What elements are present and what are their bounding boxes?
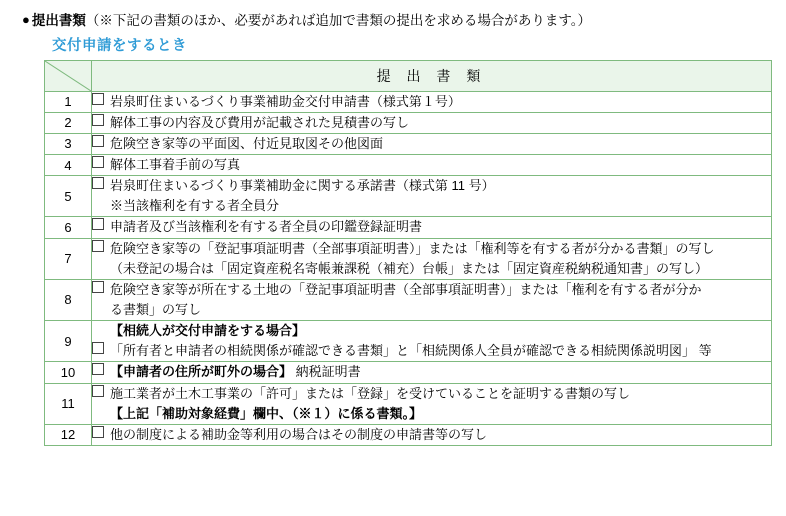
row-document-cell — [92, 362, 772, 383]
bullet-icon: ● — [22, 12, 30, 27]
table-row — [45, 176, 772, 217]
document-line — [92, 92, 771, 112]
document-line — [92, 321, 771, 341]
row-document-cell — [92, 238, 772, 279]
row-number: 4 — [45, 154, 92, 175]
row-number: 5 — [45, 176, 92, 217]
checkbox-icon[interactable] — [92, 177, 104, 189]
row-document-cell — [92, 279, 772, 320]
document-line-text: 岩泉町住まいるづくり事業補助金交付申請書（様式第１号） — [110, 93, 461, 109]
table-header-row — [45, 60, 772, 91]
document-line — [92, 425, 771, 445]
table-row — [45, 279, 772, 320]
row-number: 8 — [45, 279, 92, 320]
document-line — [92, 113, 771, 133]
row-number: 2 — [45, 112, 92, 133]
document-line-text: ※当該権利を有する者全員分 — [110, 198, 280, 214]
table-row — [45, 112, 772, 133]
table-row — [45, 238, 772, 279]
document-line-text: 施工業者が土木工事業の「許可」または「登録」を受けていることを証明する書類の写し — [110, 385, 631, 401]
document-line — [92, 280, 771, 300]
table-row — [45, 383, 772, 424]
document-line-text: 他の制度による補助金等利用の場合はその制度の申請書等の写し — [110, 426, 488, 442]
checkbox-icon[interactable] — [92, 363, 104, 375]
row-number: 7 — [45, 238, 92, 279]
document-line-text: 【上記「補助対象経費」欄中、（※１）に係る書類。】 — [110, 405, 423, 421]
document-line-text: 岩泉町住まいるづくり事業補助金に関する承諾書（様式第 11 号） — [110, 178, 495, 194]
row-document-cell — [92, 133, 772, 154]
submission-documents-table — [44, 60, 772, 446]
row-number: 12 — [45, 424, 92, 445]
table-row — [45, 321, 772, 362]
header-corner-cell — [45, 60, 92, 91]
checkbox-icon[interactable] — [92, 93, 104, 105]
checkbox-icon[interactable] — [92, 218, 104, 230]
checkbox-icon[interactable] — [92, 240, 104, 252]
heading-main-text: 提出書類 — [31, 13, 86, 28]
checkbox-icon[interactable] — [92, 156, 104, 168]
page-heading — [22, 12, 772, 30]
row-number: 6 — [45, 217, 92, 238]
table-row — [45, 154, 772, 175]
header-document-label: 提 出 書 類 — [92, 60, 772, 91]
heading-note-text: （※下記の書類のほか、必要があれば追加で書類の提出を求める場合があります。） — [85, 13, 592, 28]
row-number: 1 — [45, 91, 92, 112]
document-line-text: る書類」の写し — [110, 301, 202, 317]
document-line-text: （未登記の場合は「固定資産税名寄帳兼課税（補充）台帳」または「固定資産税納税通知書」の写し） — [110, 260, 709, 276]
document-line-text: 【申請者の住所が町外の場合】 納税証明書 — [110, 364, 361, 380]
row-number: 3 — [45, 133, 92, 154]
row-document-cell — [92, 176, 772, 217]
checkbox-icon[interactable] — [92, 385, 104, 397]
document-line-text: 危険空き家等が所在する土地の「登記事項証明書（全部事項証明書）」または「権利を有する者が分か — [110, 281, 702, 297]
row-document-cell — [92, 217, 772, 238]
document-line — [92, 155, 771, 175]
document-line — [92, 196, 771, 216]
document-line-text: 解体工事着手前の写真 — [110, 156, 241, 172]
table-row — [45, 91, 772, 112]
document-line — [92, 362, 771, 382]
table-row — [45, 133, 772, 154]
document-line-text: 解体工事の内容及び費用が記載された見積書の写し — [110, 114, 410, 130]
row-number: 9 — [45, 321, 92, 362]
table-row — [45, 424, 772, 445]
checkbox-icon[interactable] — [92, 426, 104, 438]
document-line — [92, 300, 771, 320]
row-document-cell — [92, 321, 772, 362]
document-line — [92, 384, 771, 404]
checkbox-icon[interactable] — [92, 114, 104, 126]
document-line-text: 【相続人が交付申請をする場合】 — [110, 323, 306, 339]
row-number: 11 — [45, 383, 92, 424]
row-number: 10 — [45, 362, 92, 383]
row-document-cell — [92, 154, 772, 175]
document-line-text: 「所有者と申請者の相続関係が確認できる書類」と「相続関係人全員が確認できる相続関係説明図」 等 — [110, 343, 712, 359]
document-line — [92, 217, 771, 237]
row-document-cell — [92, 383, 772, 424]
checkbox-icon[interactable] — [92, 342, 104, 354]
row-document-cell — [92, 424, 772, 445]
document-line — [92, 341, 771, 361]
document-line-text: 申請者及び当該権利を有する者全員の印鑑登録証明書 — [110, 219, 423, 235]
document-line — [92, 239, 771, 259]
document-line — [92, 176, 771, 196]
document-line — [92, 404, 771, 424]
document-line-text: 危険空き家等の平面図、付近見取図その他図面 — [110, 135, 384, 151]
row-document-cell — [92, 112, 772, 133]
table-row — [45, 217, 772, 238]
document-line-text: 危険空き家等の「登記事項証明書（全部事項証明書）」または「権利等を有する者が分かる書類」の写し — [110, 240, 715, 256]
checkbox-icon[interactable] — [92, 281, 104, 293]
table-row — [45, 362, 772, 383]
section-subheading: 交付申請をするとき — [52, 37, 187, 54]
document-line — [92, 134, 771, 154]
table-body — [45, 91, 772, 445]
document-line — [92, 259, 771, 279]
checkbox-icon[interactable] — [92, 135, 104, 147]
table-header — [45, 60, 772, 91]
row-document-cell — [92, 91, 772, 112]
